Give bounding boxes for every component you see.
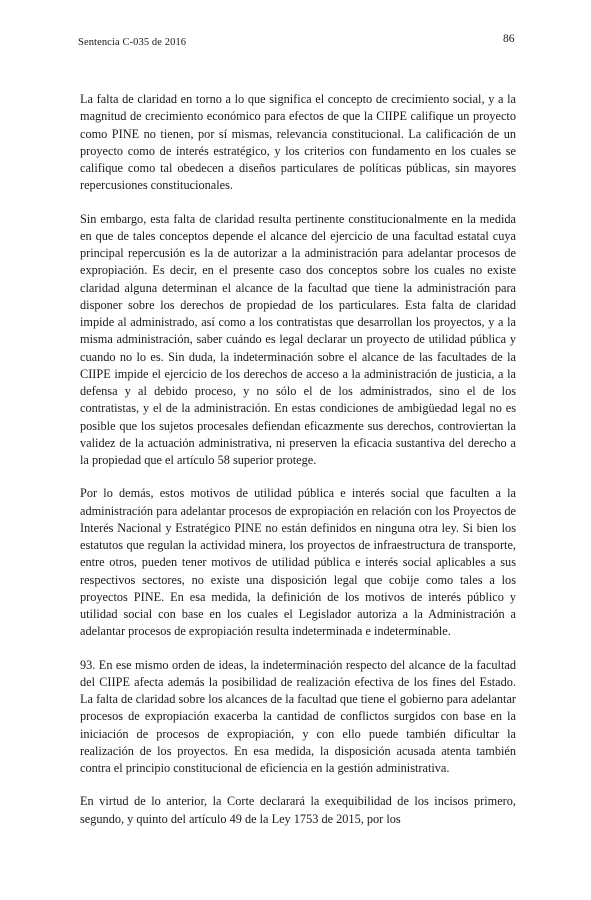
paragraph-3: Por lo demás, estos motivos de utilidad pública e interés social que faculten a la administración para adelantar procesos de expropiación en relación con los Proyectos de Interés Nacional y Estratégico PINE no están definidos en ninguna otra ley. Si bien los estatutos que regulan la actividad minera, los proyectos de infraestructura de transporte, entre otros, pueden tener motivos de utilidad pública e interés social aplicables a sus respectivos sectores, no existe una disposición legal que cobije como tales a los proyectos PINE. En esa medida, la definición de los motivos de interés público y utilidad social con base en los cuales el Legislador autoriza a la Administración a adelantar procesos de expropiación resulta indeterminada e indeterminable.: [80, 486, 516, 639]
page-number: 86: [503, 33, 515, 45]
paragraph-4: 93. En ese mismo orden de ideas, la indeterminación respecto del alcance de la facultad del CIIPE afecta además la posibilidad de realización efectiva de los fines del Estado. La falta de claridad sobre los alcances de la facultad que tiene el gobierno para adelantar procesos de expropiación exacerba la cantidad de conflictos surgidos con base en la iniciación de procesos de expropiación, y con ello puede también dificultar la realización de los proyectos. En esa medida, la disposición acusada atenta también contra el principio constitucional de eficiencia en la gestión administrativa.: [80, 657, 516, 775]
paragraph-1: La falta de claridad en torno a lo que significa el concepto de crecimiento social, y a la magnitud de crecimiento económico para efectos de que la CIIPE califique un proyecto como PINE no tienen, por sí mismas, relevancia constitucional. La calificación de un proyecto como de interés estratégico, y los criterios con fundamento en los cuales se califique como tal obedecen a diseños particulares de políticas públicas, sin mayores repercusiones constitucionales.: [80, 92, 516, 193]
paragraph-5: En virtud de lo anterior, la Corte declarará la exequibilidad de los incisos primero, segundo, y quinto del artículo 49 de la Ley 1753 de 2015, por los: [80, 794, 516, 826]
paragraph-2: Sin embargo, esta falta de claridad resulta pertinente constitucionalmente en la medida en que de tales conceptos depende el alcance del ejercicio de una facultad estatal cuya principal repercusión es la de autorizar a la administración para adelantar procesos de expropiación. Es decir, en el presente caso dos conceptos sobre los cuales no existe claridad alguna determinan el alcance de la facultad que tiene la administración para disponer sobre los derechos de propiedad de los particulares. Esta falta de claridad impide al administrado, así como a los contratistas que desarrollan los proyectos, y a la misma administración, saber cuándo es legal declarar un proyecto de utilidad pública y cuando no lo es. Sin duda, la indeterminación sobre el alcance de las facultades de la CIIPE impide el ejercicio de los derechos de acceso a la administración de justicia, a la defensa y al debido proceso, y no sólo el de los administrados, sino el de los contratistas, y el de la administración. En estas condiciones de ambigüedad legal no es posible que los sujetos procesales defiendan eficazmente sus derechos, controviertan la validez de la actuación administrativa, ni preserven la eficacia sustantiva del derecho a la propiedad que el artículo 58 superior protege.: [80, 211, 516, 467]
running-header: Sentencia C-035 de 2016: [78, 37, 187, 48]
document-body: [80, 91, 516, 828]
